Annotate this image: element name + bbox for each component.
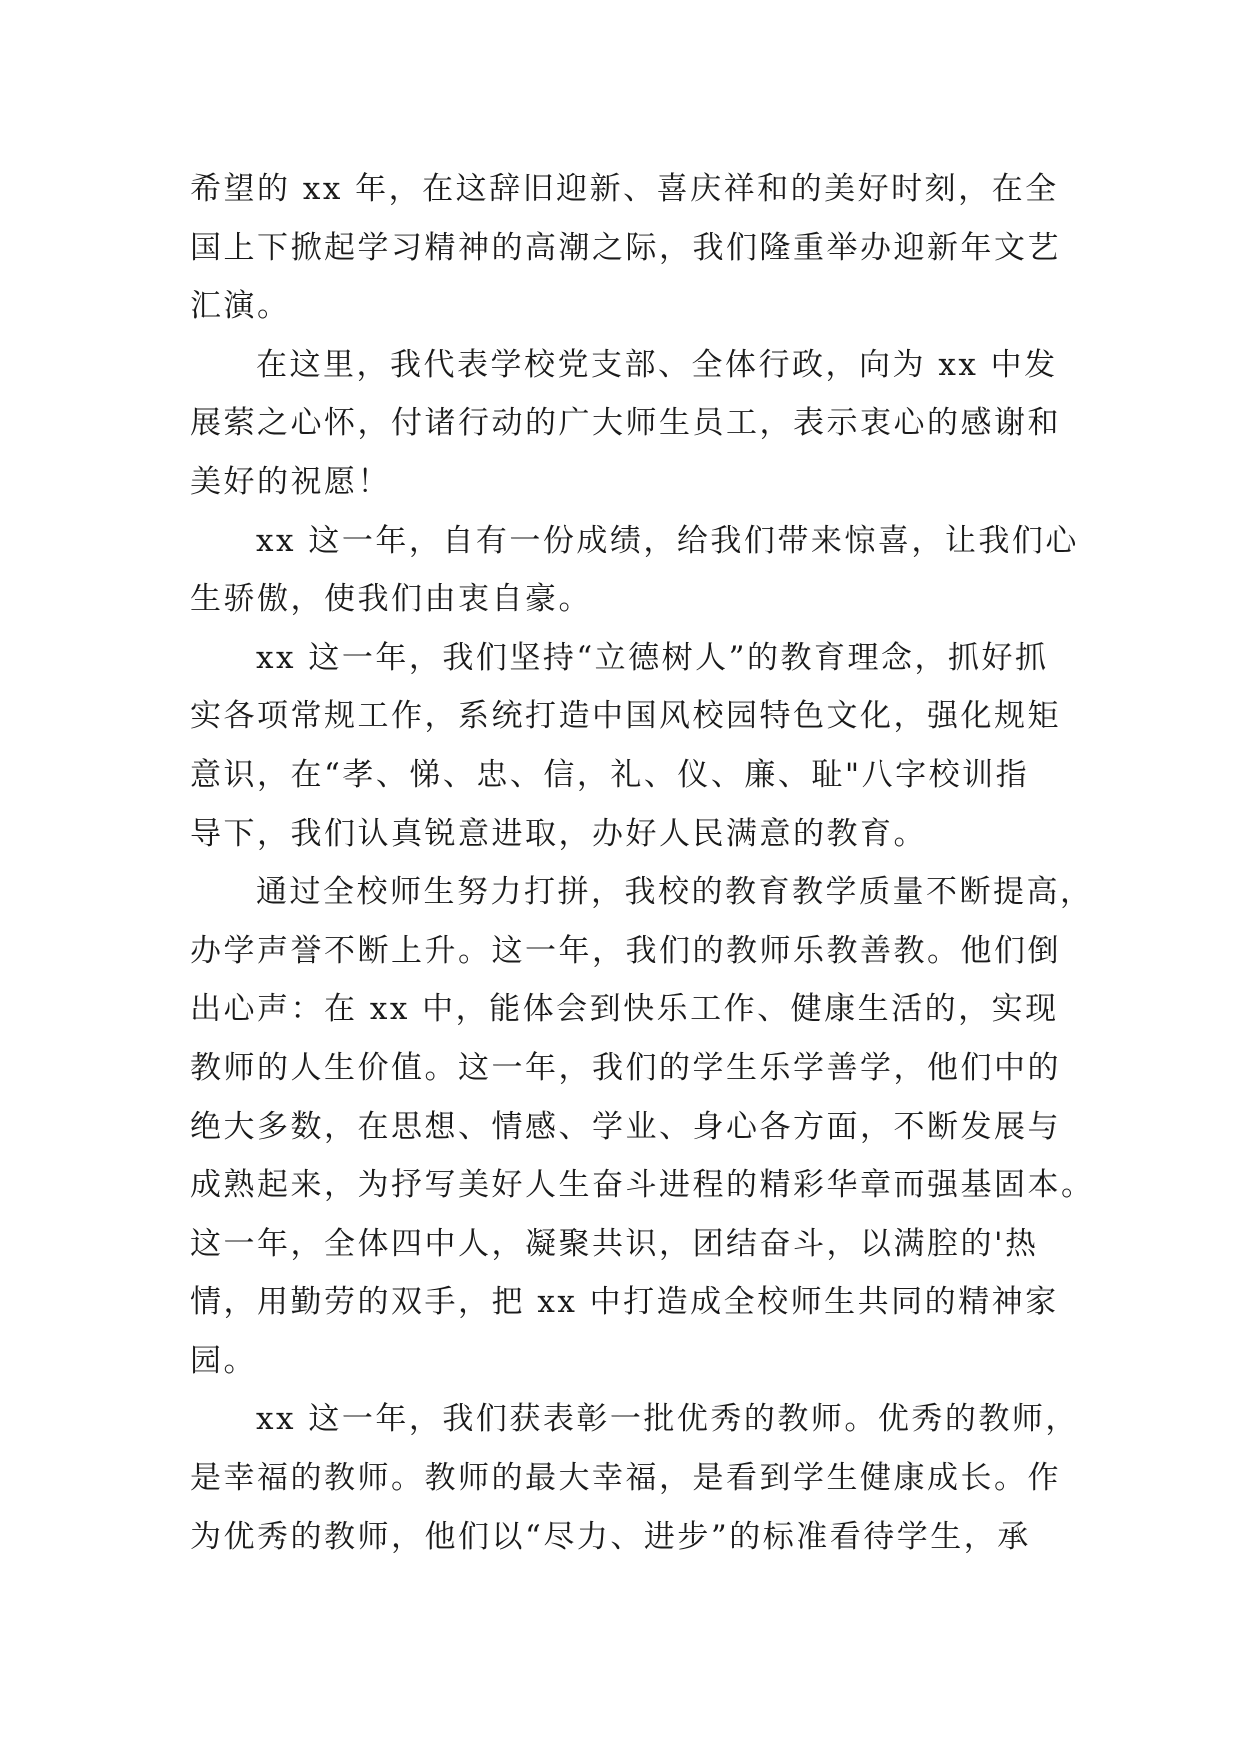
text-line: 情，用勤劳的双手，把 xx 中打造成全校师生共同的精神家 bbox=[190, 1284, 1059, 1321]
text-line: 教师的人生价值。这一年，我们的学生乐学善学，他们中的 bbox=[190, 1049, 1061, 1086]
text-line: 通过全校师生努力打拼，我校的教育教学质量不断提高， bbox=[256, 874, 1094, 911]
text-line: 实各项常规工作，系统打造中国风校园特色文化，强化规矩 bbox=[190, 698, 1061, 735]
text-line: 园。 bbox=[190, 1342, 257, 1379]
text-line: xx 这一年，我们坚持“立德树人”的教育理念，抓好抓 bbox=[256, 639, 1049, 676]
text-line: 这一年，全体四中人，凝聚共识，团结奋斗，以满腔的'热 bbox=[190, 1225, 1039, 1262]
document-body bbox=[190, 160, 1095, 1566]
text-line: 生骄傲，使我们由衷自豪。 bbox=[190, 581, 592, 618]
text-line: 希望的 xx 年，在这辞旧迎新、喜庆祥和的美好时刻，在全 bbox=[190, 171, 1059, 207]
text-line: 为优秀的教师，他们以“尽力、进步”的标准看待学生，承 bbox=[190, 1518, 1031, 1555]
text-line: 国上下掀起学习精神的高潮之际，我们隆重举办迎新年文艺 bbox=[190, 229, 1061, 266]
text-line: xx 这一年，自有一份成绩，给我们带来惊喜，让我们心 bbox=[256, 522, 1079, 559]
text-line: 汇演。 bbox=[190, 288, 291, 325]
text-line: 意识，在“孝、悌、忠、信，礼、仪、廉、耻"八字校训指 bbox=[190, 756, 1030, 793]
text-line: 美好的祝愿！ bbox=[190, 463, 391, 500]
text-line: 展萦之心怀，付诸行动的广大师生员工，表示衷心的感谢和 bbox=[190, 405, 1061, 442]
text-line: 绝大多数，在思想、情感、学业、身心各方面，不断发展与 bbox=[190, 1108, 1061, 1145]
text-line: 是幸福的教师。教师的最大幸福，是看到学生健康成长。作 bbox=[190, 1460, 1061, 1497]
text-line: 成熟起来，为抒写美好人生奋斗进程的精彩华章而强基固本。 bbox=[190, 1167, 1095, 1204]
text-line: xx 这一年，我们获表彰一批优秀的教师。优秀的教师， bbox=[256, 1401, 1079, 1438]
text-line: 导下，我们认真锐意进取，办好人民满意的教育。 bbox=[190, 815, 927, 852]
text-line: 在这里，我代表学校党支部、全体行政，向为 xx 中发 bbox=[256, 346, 1058, 383]
text-line: 出心声：在 xx 中，能体会到快乐工作、健康生活的，实现 bbox=[190, 991, 1059, 1028]
text-line: 办学声誉不断上升。这一年，我们的教师乐教善教。他们倒 bbox=[190, 932, 1061, 969]
